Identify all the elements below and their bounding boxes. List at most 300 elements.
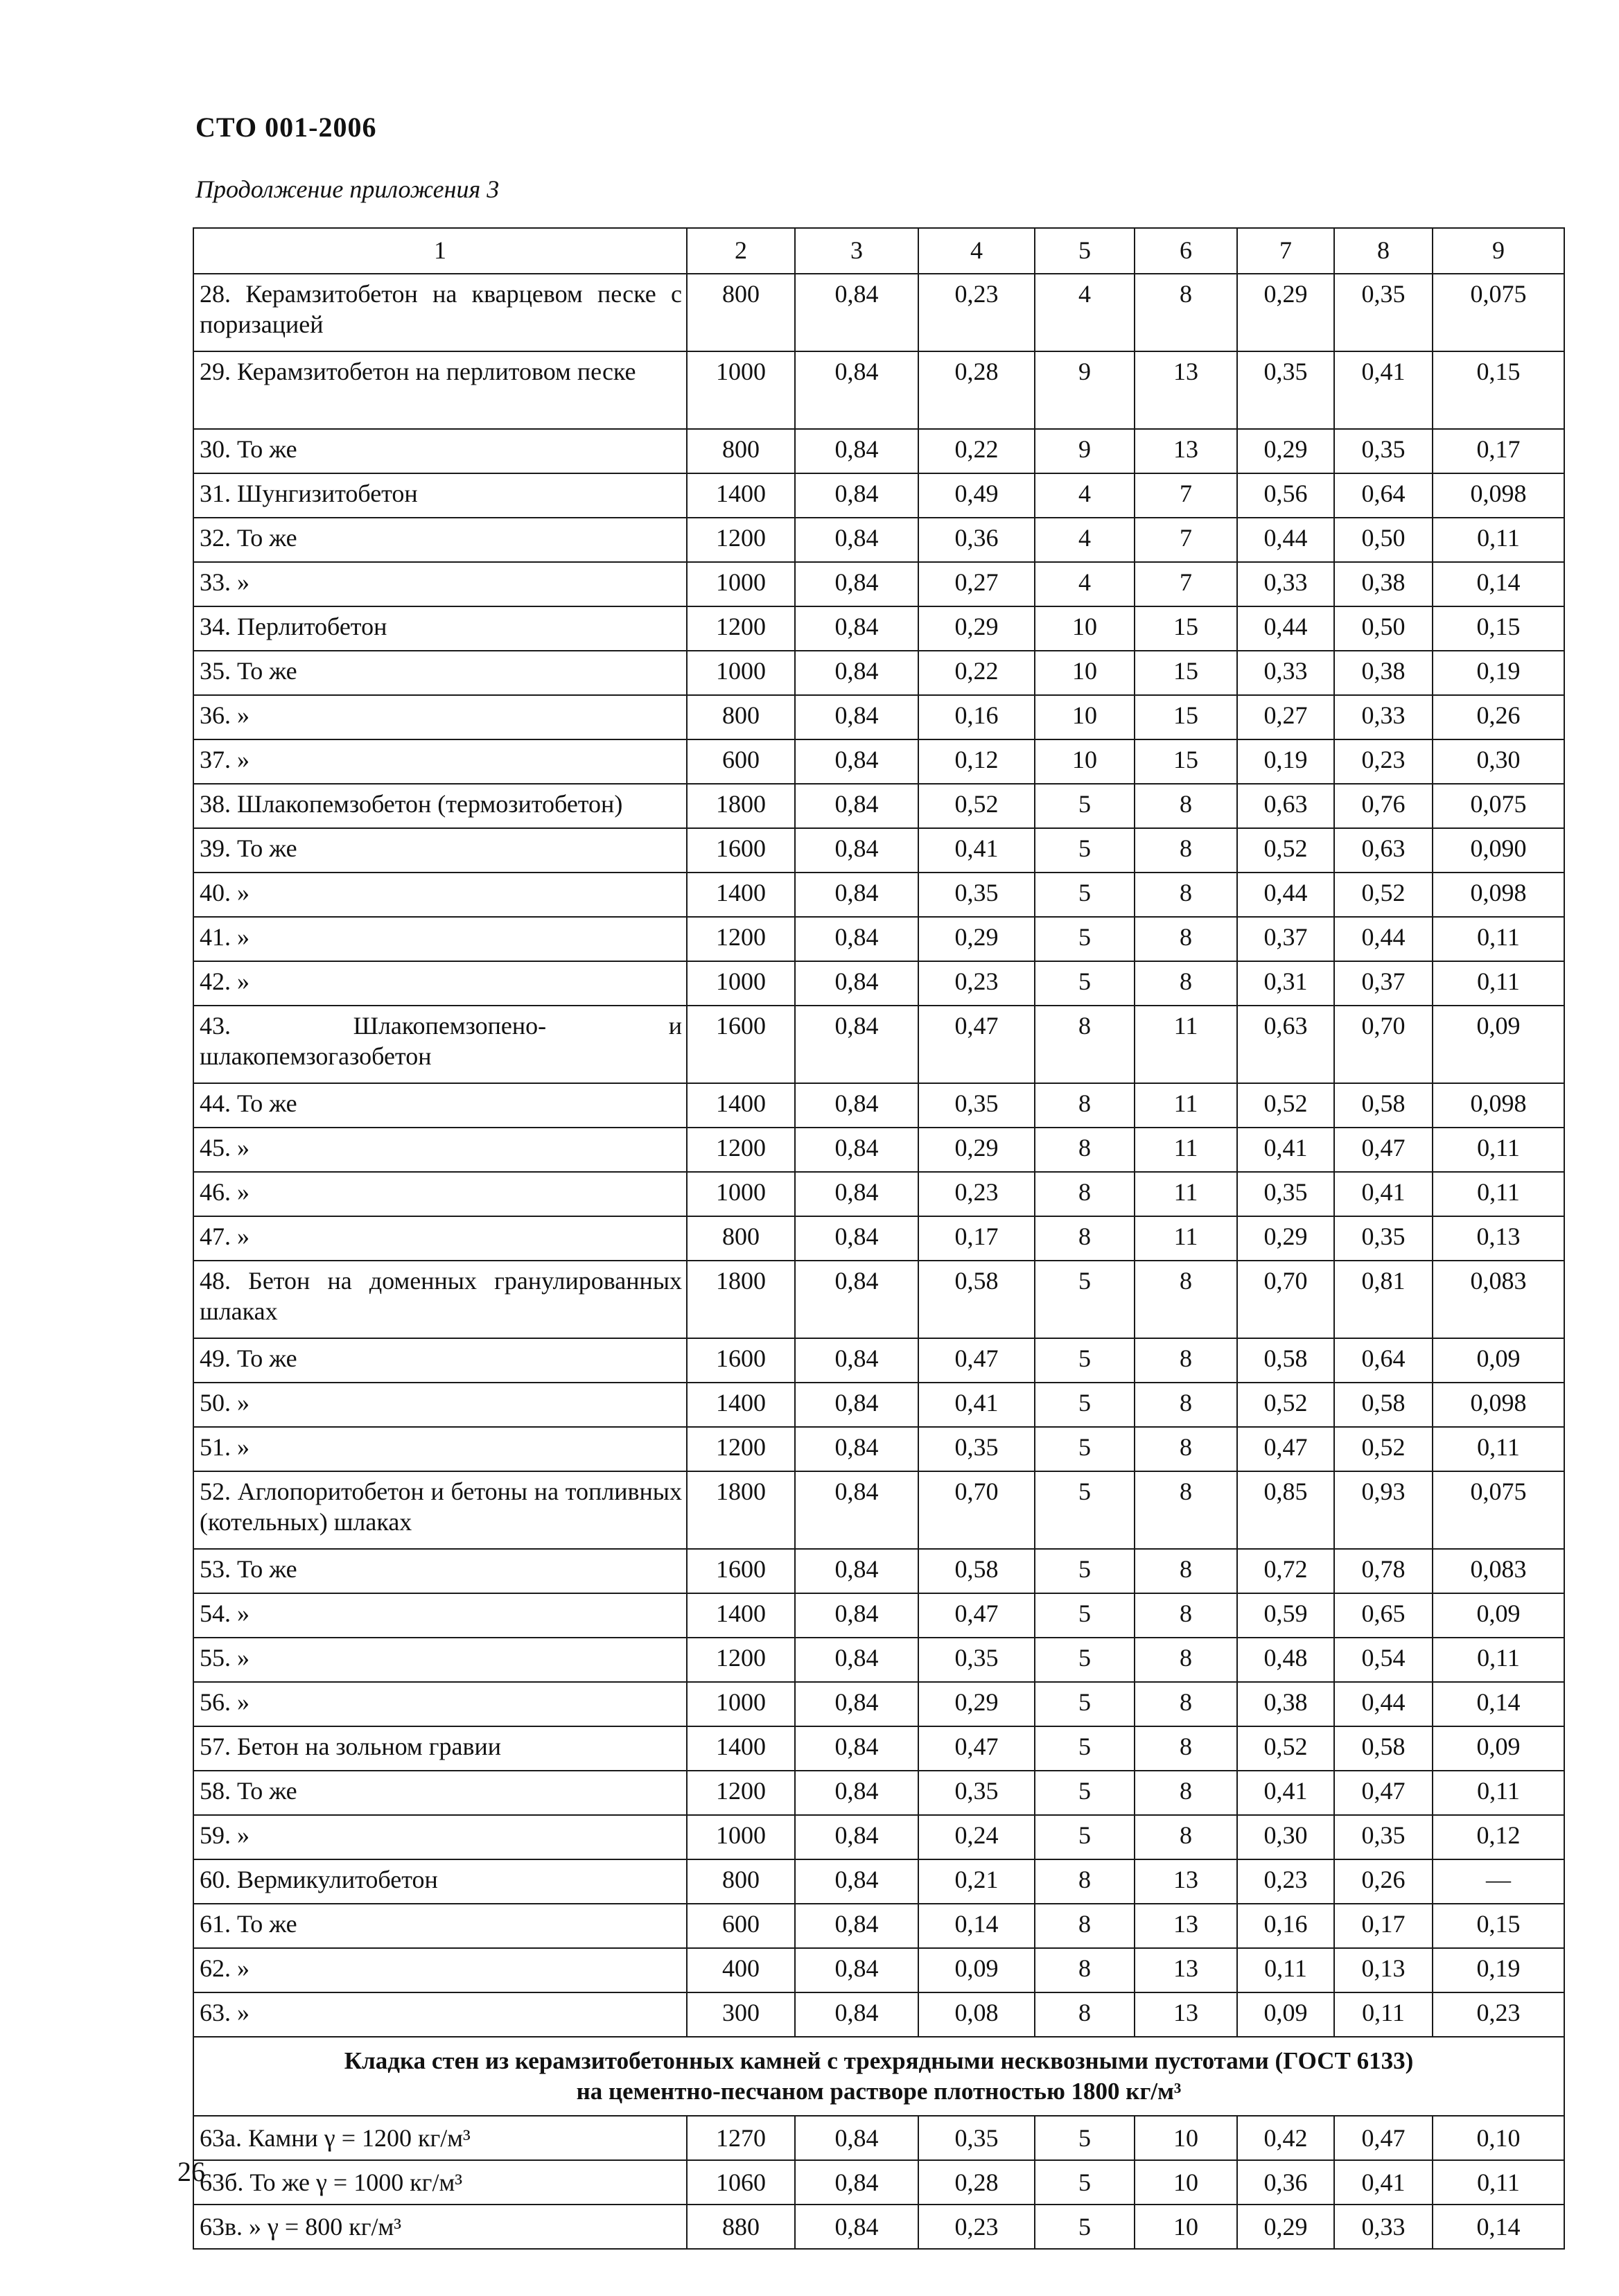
value-cell: 1400	[687, 1083, 795, 1128]
name-cell	[193, 1216, 687, 1261]
value-cell: 0,23	[1237, 1859, 1334, 1904]
value-cell: 0,72	[1237, 1549, 1334, 1593]
value-cell: 5	[1035, 2116, 1135, 2160]
value-cell: 8	[1135, 1638, 1237, 1682]
value-cell: 4	[1035, 274, 1135, 351]
value-cell: 0,58	[1334, 1083, 1433, 1128]
name-cell	[193, 1992, 687, 2037]
column-number-cell: 2	[687, 228, 795, 274]
value-cell: 0,19	[1237, 739, 1334, 784]
value-cell: 11	[1135, 1083, 1237, 1128]
value-cell: 0,58	[1334, 1383, 1433, 1427]
value-cell: 600	[687, 1904, 795, 1948]
properties-table	[193, 227, 1565, 2250]
value-cell: 5	[1035, 1726, 1135, 1771]
value-cell: 0,37	[1334, 961, 1433, 1006]
value-cell: 0,23	[918, 1172, 1035, 1216]
value-cell: 0,47	[1334, 1771, 1433, 1815]
value-cell: 7	[1135, 562, 1237, 606]
table-row	[193, 828, 1564, 873]
material-name: 30. То же	[200, 435, 297, 463]
value-cell: 0,11	[1334, 1992, 1433, 2037]
value-cell: 10	[1035, 739, 1135, 784]
value-cell: 0,84	[795, 1128, 918, 1172]
value-cell: 1270	[687, 2116, 795, 2160]
value-cell: 0,28	[918, 351, 1035, 429]
name-cell	[193, 1128, 687, 1172]
value-cell: 1000	[687, 1172, 795, 1216]
material-name: 63. »	[200, 1999, 250, 2026]
name-cell	[193, 784, 687, 828]
value-cell: 0,63	[1334, 828, 1433, 873]
name-cell	[193, 429, 687, 473]
value-cell: 0,09	[918, 1948, 1035, 1992]
value-cell: 0,41	[918, 828, 1035, 873]
value-cell: 0,84	[795, 562, 918, 606]
value-cell: 0,84	[795, 695, 918, 739]
value-cell: 0,47	[1237, 1427, 1334, 1471]
table-row	[193, 1992, 1564, 2037]
material-name: 59. »	[200, 1821, 250, 1849]
table-row	[193, 1128, 1564, 1172]
value-cell: 0,84	[795, 739, 918, 784]
material-name: 36. »	[200, 701, 250, 729]
table-row	[193, 1593, 1564, 1638]
table-row	[193, 1815, 1564, 1859]
table-row	[193, 1216, 1564, 1261]
value-cell: 8	[1135, 917, 1237, 961]
value-cell: 0,098	[1433, 1383, 1564, 1427]
name-cell	[193, 1383, 687, 1427]
table-row	[193, 1948, 1564, 1992]
value-cell: 5	[1035, 1427, 1135, 1471]
value-cell: 0,84	[795, 1338, 918, 1383]
column-number-cell: 1	[193, 228, 687, 274]
value-cell: 0,41	[1237, 1128, 1334, 1172]
column-number-cell: 7	[1237, 228, 1334, 274]
name-cell	[193, 1338, 687, 1383]
value-cell: 0,76	[1334, 784, 1433, 828]
value-cell: 0,23	[1334, 739, 1433, 784]
value-cell: 0,38	[1334, 562, 1433, 606]
value-cell: 0,44	[1237, 873, 1334, 917]
material-name: 60. Вермикулитобетон	[200, 1866, 438, 1893]
material-name: 48. Бетон на доменных гранулированных шлаках	[200, 1267, 682, 1325]
name-cell	[193, 739, 687, 784]
value-cell: 0,41	[1334, 2160, 1433, 2205]
name-cell	[193, 274, 687, 351]
table-row	[193, 2116, 1564, 2160]
value-cell: 0,075	[1433, 784, 1564, 828]
value-cell: 0,84	[795, 274, 918, 351]
value-cell: 0,78	[1334, 1549, 1433, 1593]
value-cell: 0,083	[1433, 1261, 1564, 1338]
value-cell: 0,33	[1334, 695, 1433, 739]
value-cell: 0,35	[918, 1638, 1035, 1682]
material-name: 49. То же	[200, 1344, 297, 1372]
value-cell: 9	[1035, 351, 1135, 429]
value-cell: 0,33	[1237, 562, 1334, 606]
value-cell: 0,84	[795, 351, 918, 429]
value-cell: 1000	[687, 651, 795, 695]
material-name: 38. Шлакопемзобетон (термозитобетон)	[200, 790, 623, 818]
value-cell: 15	[1135, 651, 1237, 695]
value-cell: 13	[1135, 1992, 1237, 2037]
value-cell: 1400	[687, 1593, 795, 1638]
name-cell	[193, 1006, 687, 1083]
table-row	[193, 606, 1564, 651]
value-cell: 0,84	[795, 473, 918, 518]
value-cell: 0,14	[1433, 562, 1564, 606]
value-cell: 0,35	[918, 2116, 1035, 2160]
material-name: 52. Аглопоритобетон и бетоны на топливных (котельных) шлаках	[200, 1478, 682, 1536]
value-cell: 0,29	[1237, 2205, 1334, 2249]
value-cell: 0,15	[1433, 351, 1564, 429]
material-name: 43. Шлакопемзопено- и шлакопемзогазобетон	[200, 1012, 682, 1070]
name-cell	[193, 873, 687, 917]
value-cell: 0,28	[918, 2160, 1035, 2205]
value-cell: 0,29	[918, 1682, 1035, 1726]
value-cell: 0,11	[1433, 1427, 1564, 1471]
value-cell: 0,26	[1334, 1859, 1433, 1904]
value-cell: 11	[1135, 1172, 1237, 1216]
value-cell: 8	[1135, 1682, 1237, 1726]
value-cell: 0,075	[1433, 274, 1564, 351]
value-cell: 8	[1035, 1172, 1135, 1216]
value-cell: 1800	[687, 1471, 795, 1549]
value-cell: 0,22	[918, 429, 1035, 473]
value-cell: 0,84	[795, 917, 918, 961]
name-cell	[193, 1859, 687, 1904]
value-cell: 0,16	[918, 695, 1035, 739]
value-cell: 4	[1035, 518, 1135, 562]
name-cell	[193, 1261, 687, 1338]
value-cell: 0,11	[1433, 961, 1564, 1006]
section-heading	[193, 2037, 1564, 2116]
value-cell: 0,29	[1237, 274, 1334, 351]
value-cell: 0,090	[1433, 828, 1564, 873]
value-cell: 4	[1035, 473, 1135, 518]
value-cell: 0,11	[1433, 2160, 1564, 2205]
value-cell: 0,31	[1237, 961, 1334, 1006]
value-cell: 0,08	[918, 1992, 1035, 2037]
value-cell: 0,12	[918, 739, 1035, 784]
value-cell: 0,11	[1433, 1172, 1564, 1216]
value-cell: 0,84	[795, 518, 918, 562]
table-row	[193, 873, 1564, 917]
value-cell: 1800	[687, 1261, 795, 1338]
value-cell: 1200	[687, 1771, 795, 1815]
value-cell: 0,84	[795, 2116, 918, 2160]
name-cell	[193, 828, 687, 873]
value-cell: 8	[1035, 1083, 1135, 1128]
value-cell: 0,11	[1433, 1638, 1564, 1682]
value-cell: 0,41	[918, 1383, 1035, 1427]
value-cell: 0,36	[1237, 2160, 1334, 2205]
table-row	[193, 1383, 1564, 1427]
value-cell: 0,84	[795, 1593, 918, 1638]
continuation-caption: Продолжение приложения 3	[195, 175, 500, 203]
value-cell: 0,52	[1334, 1427, 1433, 1471]
value-cell: 0,85	[1237, 1471, 1334, 1549]
name-cell	[193, 1948, 687, 1992]
table-row	[193, 917, 1564, 961]
value-cell: 0,26	[1433, 695, 1564, 739]
value-cell: 13	[1135, 1904, 1237, 1948]
value-cell: 5	[1035, 2160, 1135, 2205]
value-cell: 0,35	[1334, 429, 1433, 473]
value-cell: 1200	[687, 518, 795, 562]
value-cell: 0,11	[1433, 917, 1564, 961]
material-name: 54. »	[200, 1600, 250, 1627]
table-row	[193, 1638, 1564, 1682]
value-cell: 0,41	[1334, 1172, 1433, 1216]
value-cell: 0,59	[1237, 1593, 1334, 1638]
material-name: 40. »	[200, 879, 250, 906]
value-cell: 0,29	[1237, 1216, 1334, 1261]
material-name: 34. Перлитобетон	[200, 613, 387, 640]
value-cell: 0,35	[918, 1771, 1035, 1815]
name-cell	[193, 1904, 687, 1948]
table-row	[193, 562, 1564, 606]
value-cell: 0,23	[918, 274, 1035, 351]
value-cell: 0,27	[918, 562, 1035, 606]
section-heading-row	[193, 2037, 1564, 2116]
table-row	[193, 739, 1564, 784]
value-cell: 0,84	[795, 606, 918, 651]
value-cell: 1400	[687, 1383, 795, 1427]
value-cell: 0,49	[918, 473, 1035, 518]
value-cell: 0,58	[918, 1549, 1035, 1593]
value-cell: 8	[1035, 1948, 1135, 1992]
material-name: 58. То же	[200, 1777, 297, 1805]
value-cell: 0,84	[795, 1904, 918, 1948]
value-cell: 0,84	[795, 1682, 918, 1726]
value-cell: —	[1433, 1859, 1564, 1904]
value-cell: 8	[1035, 1904, 1135, 1948]
value-cell: 0,84	[795, 1948, 918, 1992]
value-cell: 0,14	[1433, 1682, 1564, 1726]
material-name: 50. »	[200, 1389, 250, 1417]
value-cell: 0,16	[1237, 1904, 1334, 1948]
value-cell: 7	[1135, 518, 1237, 562]
value-cell: 0,24	[918, 1815, 1035, 1859]
value-cell: 8	[1135, 1427, 1237, 1471]
material-name: 32. То же	[200, 524, 297, 552]
value-cell: 0,48	[1237, 1638, 1334, 1682]
material-name: 33. »	[200, 568, 250, 596]
value-cell: 0,33	[1334, 2205, 1433, 2249]
value-cell: 0,35	[1334, 274, 1433, 351]
table-row	[193, 961, 1564, 1006]
table-row	[193, 1682, 1564, 1726]
value-cell: 10	[1135, 2116, 1237, 2160]
table-row	[193, 651, 1564, 695]
value-cell: 1400	[687, 473, 795, 518]
value-cell: 15	[1135, 739, 1237, 784]
value-cell: 0,52	[1237, 1383, 1334, 1427]
value-cell: 800	[687, 1859, 795, 1904]
name-cell	[193, 1682, 687, 1726]
value-cell: 0,35	[1334, 1815, 1433, 1859]
name-cell	[193, 1471, 687, 1549]
value-cell: 5	[1035, 2205, 1135, 2249]
value-cell: 8	[1135, 274, 1237, 351]
value-cell: 5	[1035, 1471, 1135, 1549]
value-cell: 0,47	[918, 1006, 1035, 1083]
value-cell: 0,22	[918, 651, 1035, 695]
value-cell: 0,12	[1433, 1815, 1564, 1859]
column-number-cell: 4	[918, 228, 1035, 274]
value-cell: 0,44	[1334, 1682, 1433, 1726]
value-cell: 0,47	[918, 1593, 1035, 1638]
value-cell: 5	[1035, 1638, 1135, 1682]
value-cell: 300	[687, 1992, 795, 2037]
value-cell: 1600	[687, 1549, 795, 1593]
value-cell: 5	[1035, 1549, 1135, 1593]
value-cell: 5	[1035, 784, 1135, 828]
value-cell: 8	[1135, 828, 1237, 873]
material-name: 63в. » γ = 800 кг/м³	[200, 2213, 402, 2241]
value-cell: 0,35	[1237, 1172, 1334, 1216]
value-cell: 1200	[687, 606, 795, 651]
value-cell: 8	[1135, 1471, 1237, 1549]
value-cell: 0,37	[1237, 917, 1334, 961]
table-row	[193, 429, 1564, 473]
value-cell: 0,35	[918, 1083, 1035, 1128]
table-row	[193, 1083, 1564, 1128]
value-cell: 0,13	[1433, 1216, 1564, 1261]
value-cell: 0,84	[795, 961, 918, 1006]
value-cell: 0,56	[1237, 473, 1334, 518]
material-name: 47. »	[200, 1223, 250, 1250]
value-cell: 5	[1035, 1815, 1135, 1859]
value-cell: 5	[1035, 1593, 1135, 1638]
name-cell	[193, 2116, 687, 2160]
table-row	[193, 1726, 1564, 1771]
value-cell: 0,38	[1237, 1682, 1334, 1726]
value-cell: 0,52	[1237, 1726, 1334, 1771]
value-cell: 0,64	[1334, 1338, 1433, 1383]
value-cell: 8	[1135, 1815, 1237, 1859]
value-cell: 8	[1135, 961, 1237, 1006]
value-cell: 0,47	[918, 1338, 1035, 1383]
value-cell: 0,29	[1237, 429, 1334, 473]
value-cell: 13	[1135, 1859, 1237, 1904]
name-cell	[193, 473, 687, 518]
value-cell: 0,84	[795, 1216, 918, 1261]
material-name: 44. То же	[200, 1089, 297, 1117]
value-cell: 5	[1035, 1682, 1135, 1726]
value-cell: 0,29	[918, 1128, 1035, 1172]
column-number-row	[193, 228, 1564, 274]
value-cell: 10	[1135, 2205, 1237, 2249]
value-cell: 1200	[687, 1128, 795, 1172]
material-name: 55. »	[200, 1644, 250, 1672]
name-cell	[193, 518, 687, 562]
value-cell: 0,65	[1334, 1593, 1433, 1638]
value-cell: 0,17	[1433, 429, 1564, 473]
column-number-cell: 5	[1035, 228, 1135, 274]
value-cell: 13	[1135, 351, 1237, 429]
value-cell: 0,84	[795, 1859, 918, 1904]
value-cell: 8	[1135, 1338, 1237, 1383]
value-cell: 1600	[687, 828, 795, 873]
table-row	[193, 518, 1564, 562]
value-cell: 0,54	[1334, 1638, 1433, 1682]
value-cell: 0,11	[1237, 1948, 1334, 1992]
value-cell: 5	[1035, 828, 1135, 873]
column-number-cell: 3	[795, 228, 918, 274]
value-cell: 5	[1035, 873, 1135, 917]
value-cell: 0,84	[795, 1172, 918, 1216]
value-cell: 0,84	[795, 828, 918, 873]
value-cell: 0,84	[795, 1992, 918, 2037]
value-cell: 0,09	[1433, 1726, 1564, 1771]
value-cell: 0,58	[1237, 1338, 1334, 1383]
table-row	[193, 2205, 1564, 2249]
value-cell: 0,81	[1334, 1261, 1433, 1338]
value-cell: 10	[1035, 695, 1135, 739]
page-number: 26	[177, 2156, 205, 2187]
value-cell: 1600	[687, 1338, 795, 1383]
value-cell: 0,63	[1237, 784, 1334, 828]
value-cell: 0,38	[1334, 651, 1433, 695]
value-cell: 5	[1035, 1261, 1135, 1338]
value-cell: 0,70	[1334, 1006, 1433, 1083]
table-row	[193, 1172, 1564, 1216]
table-row	[193, 1427, 1564, 1471]
value-cell: 5	[1035, 917, 1135, 961]
name-cell	[193, 1427, 687, 1471]
table-row	[193, 1471, 1564, 1549]
value-cell: 0,84	[795, 1083, 918, 1128]
table-row	[193, 1006, 1564, 1083]
name-cell	[193, 651, 687, 695]
name-cell	[193, 606, 687, 651]
value-cell: 1200	[687, 1638, 795, 1682]
value-cell: 0,14	[918, 1904, 1035, 1948]
value-cell: 0,70	[918, 1471, 1035, 1549]
value-cell: 0,23	[918, 961, 1035, 1006]
value-cell: 0,84	[795, 651, 918, 695]
value-cell: 1800	[687, 784, 795, 828]
value-cell: 0,17	[1334, 1904, 1433, 1948]
value-cell: 0,84	[795, 2160, 918, 2205]
value-cell: 13	[1135, 429, 1237, 473]
value-cell: 8	[1135, 1771, 1237, 1815]
value-cell: 0,35	[918, 1427, 1035, 1471]
value-cell: 8	[1035, 1992, 1135, 2037]
value-cell: 0,15	[1433, 1904, 1564, 1948]
value-cell: 0,11	[1433, 1771, 1564, 1815]
value-cell: 11	[1135, 1006, 1237, 1083]
material-name: 63б. То же γ = 1000 кг/м³	[200, 2168, 463, 2196]
value-cell: 1400	[687, 1726, 795, 1771]
value-cell: 0,09	[1237, 1992, 1334, 2037]
section-heading-line: Кладка стен из керамзитобетонных камней с трехрядными несквозными пустотами (ГОСТ 6133)	[344, 2047, 1414, 2074]
value-cell: 0,47	[1334, 1128, 1433, 1172]
table-row	[193, 784, 1564, 828]
value-cell: 0,41	[1237, 1771, 1334, 1815]
value-cell: 0,29	[918, 606, 1035, 651]
value-cell: 0,84	[795, 1383, 918, 1427]
value-cell: 10	[1035, 651, 1135, 695]
value-cell: 0,11	[1433, 1128, 1564, 1172]
table-row	[193, 1549, 1564, 1593]
value-cell: 8	[1135, 873, 1237, 917]
value-cell: 0,52	[1237, 1083, 1334, 1128]
